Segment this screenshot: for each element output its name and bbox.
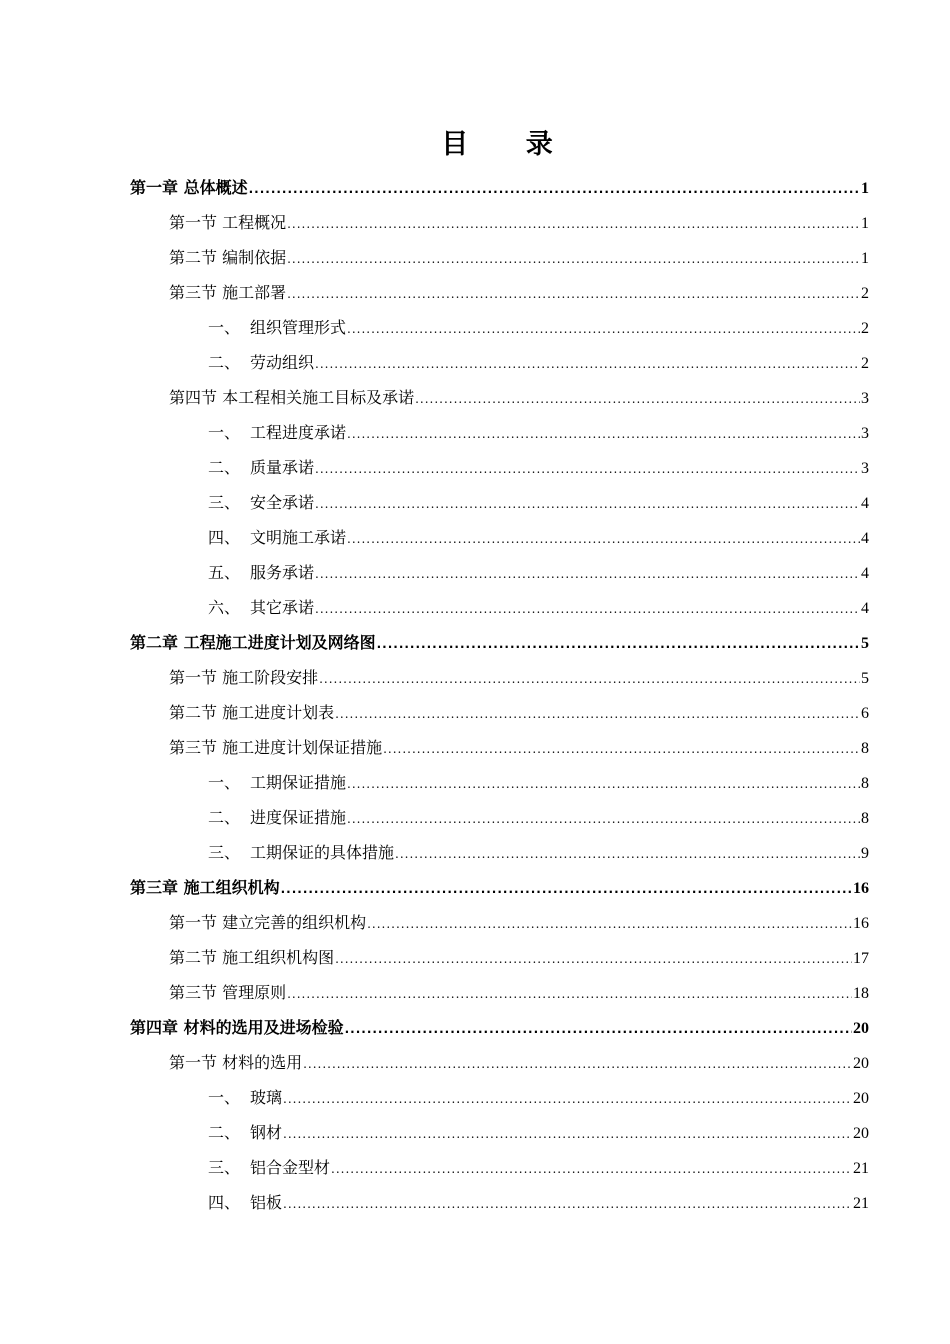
toc-page-number: 4: [861, 600, 869, 617]
dot-leader: [347, 767, 860, 802]
toc-entry-label: [208, 1080, 282, 1115]
dot-leader: [283, 1187, 852, 1222]
toc-page-number: 4: [861, 530, 869, 547]
toc-entry-text: 第三节 施工部署: [169, 283, 287, 302]
toc-entry-text: 组织管理形式: [250, 318, 347, 337]
toc-page-number: 3: [861, 390, 869, 407]
toc-entry-number: 四、: [208, 528, 241, 547]
dot-leader: [415, 382, 860, 417]
toc-section-entry[interactable]: [169, 660, 869, 695]
toc-entry-text: 第一章 总体概述: [130, 178, 248, 197]
toc-page-number: 9: [861, 845, 869, 862]
toc-entry-text: 工期保证的具体措施: [250, 843, 395, 862]
toc-page-number: 1: [861, 250, 869, 267]
toc-page-number: 5: [861, 635, 869, 652]
toc-section-entry[interactable]: [169, 730, 869, 765]
toc-page-number: 4: [861, 495, 869, 512]
toc-section-entry[interactable]: [169, 1045, 869, 1080]
toc-page-number: 1: [861, 180, 869, 197]
toc-entry-label: [208, 1185, 282, 1220]
dot-leader: [283, 1082, 852, 1117]
toc-entry-text: 第二节 编制依据: [169, 248, 287, 267]
toc-entry-label: [130, 170, 248, 205]
toc-entry-label: [130, 625, 376, 660]
toc-entry-text: 进度保证措施: [250, 808, 347, 827]
toc-entry-label: [169, 975, 286, 1010]
toc-entry-label: [169, 380, 414, 415]
toc-section-entry[interactable]: [169, 905, 869, 940]
toc-subsection-entry[interactable]: [208, 485, 869, 520]
toc-section-entry[interactable]: [169, 275, 869, 310]
toc-page-number: 3: [861, 425, 869, 442]
toc-subsection-entry[interactable]: [208, 520, 869, 555]
dot-leader: [345, 1012, 852, 1047]
toc-page-number: 8: [861, 740, 869, 757]
dot-leader: [287, 277, 860, 312]
toc-entry-label: [208, 835, 394, 870]
dot-leader: [249, 172, 860, 207]
toc-entry-number: 三、: [208, 1158, 241, 1177]
toc-entry-number: 六、: [208, 598, 241, 617]
dot-leader: [335, 697, 860, 732]
toc-entry-label: [208, 415, 346, 450]
toc-entry-text: 第一节 材料的选用: [169, 1053, 303, 1072]
dot-leader: [315, 452, 860, 487]
toc-entry-text: 第二节 施工进度计划表: [169, 703, 335, 722]
toc-subsection-entry[interactable]: [208, 555, 869, 590]
toc-entry-label: [208, 765, 346, 800]
toc-entry-text: 第三节 管理原则: [169, 983, 287, 1002]
toc-page-number: 20: [853, 1090, 869, 1107]
toc-entry-text: 第三节 施工进度计划保证措施: [169, 738, 383, 757]
toc-page-number: 18: [853, 985, 869, 1002]
toc-entry-label: [208, 345, 314, 380]
dot-leader: [331, 1152, 852, 1187]
toc-page-number: 2: [861, 285, 869, 302]
dot-leader: [281, 872, 852, 907]
toc-section-entry[interactable]: [169, 975, 869, 1010]
toc-entry-label: [169, 275, 286, 310]
toc-entry-text: 玻璃: [250, 1088, 283, 1107]
toc-entry-text: 文明施工承诺: [250, 528, 347, 547]
toc-entry-label: [208, 800, 346, 835]
toc-entry-text: 铝板: [250, 1193, 283, 1212]
toc-entry-text: 第四节 本工程相关施工目标及承诺: [169, 388, 415, 407]
toc-page-number: 4: [861, 565, 869, 582]
dot-leader: [283, 1117, 852, 1152]
toc-page-number: 1: [861, 215, 869, 232]
toc-entry-label: [130, 870, 280, 905]
toc-page-number: 2: [861, 355, 869, 372]
toc-entry-text: 第四章 材料的选用及进场检验: [130, 1018, 344, 1037]
toc-entry-label: [169, 240, 286, 275]
toc-page-number: 21: [853, 1160, 869, 1177]
toc-entry-label: [169, 905, 366, 940]
toc-page-number: 20: [853, 1055, 869, 1072]
toc-entry-label: [169, 695, 334, 730]
toc-title: 目 录: [441, 129, 577, 160]
toc-section-entry[interactable]: [169, 240, 869, 275]
toc-entry-text: 其它承诺: [250, 598, 315, 617]
toc-entry-label: [169, 205, 286, 240]
toc-subsection-entry[interactable]: [208, 1115, 869, 1150]
toc-page-number: 20: [853, 1125, 869, 1142]
toc-entry-text: 质量承诺: [250, 458, 315, 477]
dot-leader: [315, 487, 860, 522]
toc-entry-text: 铝合金型材: [250, 1158, 331, 1177]
toc-page-number: 5: [861, 670, 869, 687]
toc-entry-label: [208, 520, 346, 555]
toc-entry-text: 第三章 施工组织机构: [130, 878, 280, 897]
toc-entry-text: 工程进度承诺: [250, 423, 347, 442]
dot-leader: [347, 417, 860, 452]
toc-entry-label: [130, 1010, 344, 1045]
toc-entry-text: 第一节 工程概况: [169, 213, 287, 232]
toc-subsection-entry[interactable]: [208, 835, 869, 870]
dot-leader: [287, 207, 860, 242]
toc-subsection-entry[interactable]: [208, 1150, 869, 1185]
toc-entry-number: 一、: [208, 423, 241, 442]
toc-entry-label: [208, 310, 346, 345]
dot-leader: [287, 242, 860, 277]
toc-page-number: 16: [853, 880, 869, 897]
toc-chapter-entry[interactable]: [130, 1010, 869, 1045]
toc-section-entry[interactable]: [169, 940, 869, 975]
toc-entry-text: 第一节 施工阶段安排: [169, 668, 319, 687]
toc-entry-number: 一、: [208, 1088, 241, 1107]
toc-entry-text: 服务承诺: [250, 563, 315, 582]
toc-page-number: 17: [853, 950, 869, 967]
toc-entry-number: 四、: [208, 1193, 241, 1212]
toc-entry-text: 第一节 建立完善的组织机构: [169, 913, 367, 932]
toc-section-entry[interactable]: [169, 380, 869, 415]
toc-subsection-entry[interactable]: [208, 590, 869, 625]
dot-leader: [395, 837, 860, 872]
dot-leader: [335, 942, 852, 977]
dot-leader: [383, 732, 860, 767]
toc-subsection-entry[interactable]: [208, 415, 869, 450]
toc-entry-text: 钢材: [250, 1123, 283, 1142]
toc-entry-text: 第二节 施工组织机构图: [169, 948, 335, 967]
toc-entry-text: 工期保证措施: [250, 773, 347, 792]
toc-entry-number: 二、: [208, 808, 241, 827]
toc-entry-label: [208, 555, 314, 590]
toc-entry-label: [208, 590, 314, 625]
toc-page-number: 20: [853, 1020, 869, 1037]
dot-leader: [315, 557, 860, 592]
toc-entry-label: [208, 485, 314, 520]
toc-entry-label: [208, 450, 314, 485]
toc-page-number: 21: [853, 1195, 869, 1212]
toc-entry-number: 五、: [208, 563, 241, 582]
dot-leader: [303, 1047, 852, 1082]
toc-entry-number: 二、: [208, 353, 241, 372]
toc-entry-label: [169, 1045, 302, 1080]
toc-subsection-entry[interactable]: [208, 800, 869, 835]
toc-page-number: 8: [861, 810, 869, 827]
toc-entry-number: 一、: [208, 318, 241, 337]
toc-page-number: 16: [853, 915, 869, 932]
toc-subsection-entry[interactable]: [208, 345, 869, 380]
dot-leader: [347, 312, 860, 347]
toc-page-number: 8: [861, 775, 869, 792]
toc-entry-label: [208, 1150, 330, 1185]
toc-entry-text: 第二章 工程施工进度计划及网络图: [130, 633, 376, 652]
dot-leader: [347, 802, 860, 837]
toc-entry-label: [169, 730, 382, 765]
toc-section-entry[interactable]: [169, 695, 869, 730]
toc-entry-label: [169, 660, 318, 695]
toc-page-number: 3: [861, 460, 869, 477]
toc-entry-number: 三、: [208, 843, 241, 862]
toc-chapter-entry[interactable]: [130, 625, 869, 660]
dot-leader: [319, 662, 860, 697]
toc-chapter-entry[interactable]: [130, 170, 869, 205]
toc-entry-label: [208, 1115, 282, 1150]
toc-subsection-entry[interactable]: [208, 450, 869, 485]
dot-leader: [287, 977, 852, 1012]
toc-section-entry[interactable]: [169, 205, 869, 240]
dot-leader: [315, 347, 860, 382]
toc-subsection-entry[interactable]: [208, 310, 869, 345]
toc-entry-text: 安全承诺: [250, 493, 315, 512]
toc-subsection-entry[interactable]: [208, 765, 869, 800]
toc-entry-number: 二、: [208, 1123, 241, 1142]
toc-subsection-entry[interactable]: [208, 1185, 869, 1220]
toc-entry-number: 二、: [208, 458, 241, 477]
toc-entry-label: [169, 940, 334, 975]
toc-entry-text: 劳动组织: [250, 353, 315, 372]
toc-entry-number: 三、: [208, 493, 241, 512]
toc-subsection-entry[interactable]: [208, 1080, 869, 1115]
toc-page-number: 6: [861, 705, 869, 722]
toc-entry-number: 一、: [208, 773, 241, 792]
dot-leader: [315, 592, 860, 627]
dot-leader: [377, 627, 860, 662]
toc-page-number: 2: [861, 320, 869, 337]
toc-chapter-entry[interactable]: [130, 870, 869, 905]
dot-leader: [347, 522, 860, 557]
dot-leader: [367, 907, 852, 942]
